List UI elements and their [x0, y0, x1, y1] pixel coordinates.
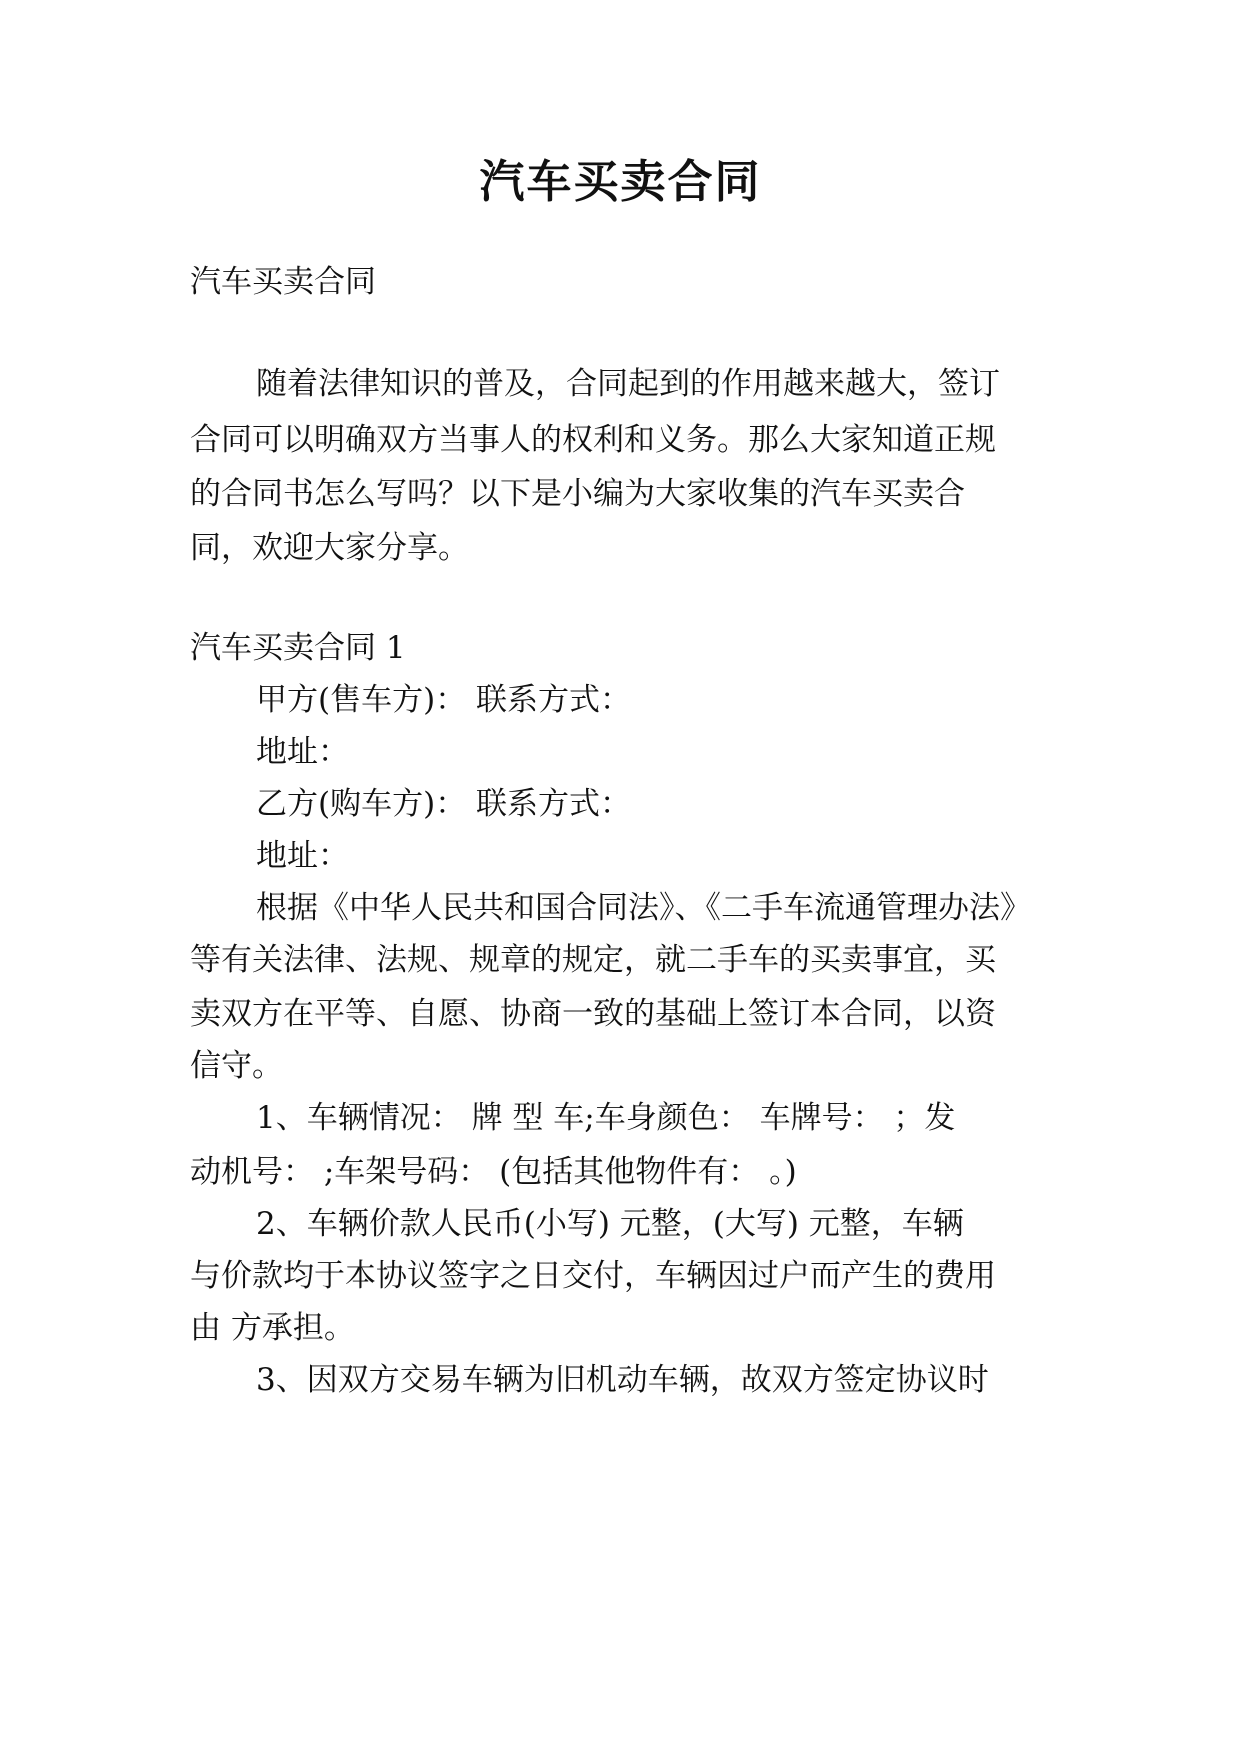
party-b-address: 地址：: [256, 838, 349, 874]
basis-line: 等有关法律、法规、规章的规定，就二手车的买卖事宜，买: [190, 942, 996, 978]
clause-2-line: 与价款均于本协议签字之日交付，车辆因过户而产生的费用: [190, 1258, 996, 1294]
clause-2-line: 2、车辆价款人民币(小写) 元整，(大写) 元整，车辆: [256, 1206, 964, 1242]
clause-1-line: 动机号： ;车架号码： (包括其他物件有： 。): [190, 1154, 797, 1190]
clause-2-line: 由 方承担。: [190, 1310, 355, 1346]
basis-line: 根据《中华人民共和国合同法》、《二手车流通管理办法》: [256, 890, 1031, 926]
intro-line: 同，欢迎大家分享。: [190, 530, 469, 566]
basis-line: 信守。: [190, 1048, 283, 1084]
party-a-line: 甲方(售车方)： 联系方式：: [256, 682, 632, 718]
intro-line: 合同可以明确双方当事人的权利和义务。那么大家知道正规: [190, 422, 996, 458]
document-title: 汽车买卖合同: [479, 155, 762, 208]
document-subtitle: 汽车买卖合同: [190, 264, 376, 300]
clause-3-line: 3、因双方交易车辆为旧机动车辆，故双方签定协议时: [256, 1362, 989, 1398]
clause-1-line: 1、车辆情况： 牌 型 车;车身颜色： 车牌号： ；发: [256, 1100, 956, 1136]
intro-line: 随着法律知识的普及，合同起到的作用越来越大，签订: [256, 366, 1000, 402]
party-b-line: 乙方(购车方)： 联系方式：: [256, 786, 632, 822]
basis-line: 卖双方在平等、自愿、协商一致的基础上签订本合同，以资: [190, 996, 996, 1032]
party-a-address: 地址：: [256, 734, 349, 770]
section-heading: 汽车买卖合同 1: [190, 630, 406, 666]
intro-line: 的合同书怎么写吗？以下是小编为大家收集的汽车买卖合: [190, 476, 965, 512]
